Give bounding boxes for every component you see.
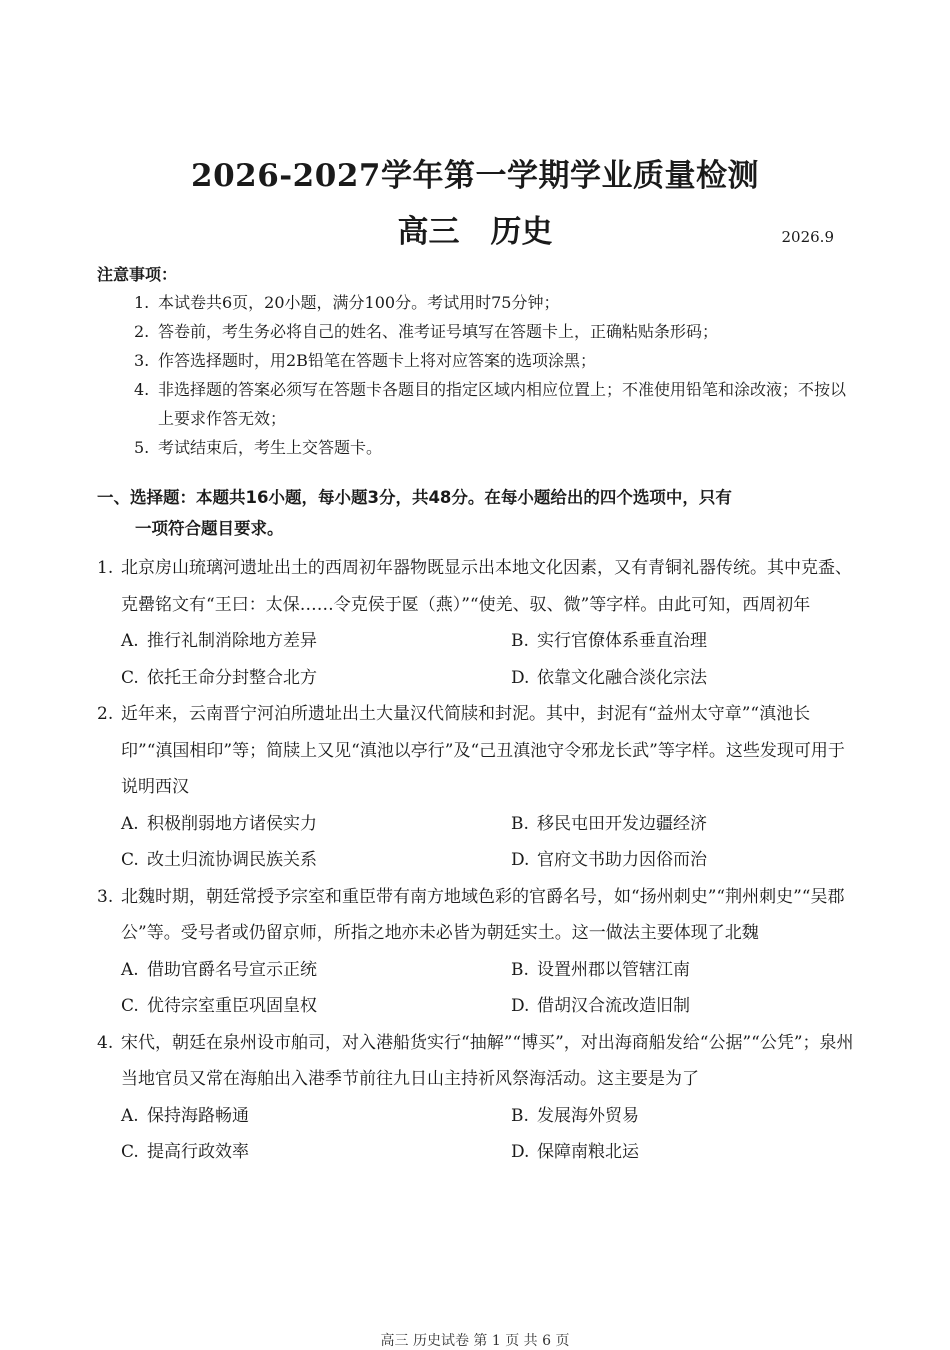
option-a (121, 806, 511, 843)
question-text: 北京房山琉璃河遗址出土的西周初年器物既显示出本地文化因素，又有青铜礼器传统。其中克盉、克罍铭文有“王曰：太保……令克侯于匽（燕）”“使羌、驭、微”等字样。由此可知，西周初年 (121, 558, 852, 615)
option-label: D. (511, 996, 530, 1016)
option-label: A. (121, 631, 139, 651)
question-number: 3. (97, 886, 114, 907)
notice-item (134, 433, 854, 462)
option-label: B. (511, 813, 529, 834)
question-list (97, 550, 857, 1171)
question-options (97, 806, 857, 879)
notice-item-text: 答卷前，考生务必将自己的姓名、准考证号填写在答题卡上，正确粘贴条形码； (158, 322, 719, 341)
option-text: 推行礼制消除地方差异 (147, 631, 317, 651)
notice-item (134, 317, 854, 346)
option-d (511, 842, 881, 879)
section-heading (97, 482, 857, 544)
question-options (97, 952, 857, 1025)
section-heading-line2: 一项符合题目要求。 (135, 519, 284, 538)
question-stem (97, 696, 857, 806)
option-label: D. (511, 850, 530, 870)
option-text: 改土归流协调民族关系 (147, 850, 317, 870)
notice-item (134, 346, 854, 375)
option-label: B. (511, 959, 529, 980)
option-text: 移民屯田开发边疆经济 (537, 813, 707, 834)
question (97, 879, 857, 1025)
option-c (121, 842, 511, 879)
option-text: 借胡汉合流改造旧制 (537, 996, 690, 1016)
notice-item-number: 5. (134, 438, 150, 457)
option-label: C. (121, 1142, 139, 1162)
option-label: A. (121, 813, 139, 834)
option-text: 发展海外贸易 (537, 1105, 639, 1126)
option-label: D. (511, 667, 530, 688)
option-label: D. (511, 1142, 530, 1162)
option-a (121, 1098, 511, 1135)
question-number: 1. (97, 558, 114, 578)
question-text: 北魏时期，朝廷常授予宗室和重臣带有南方地域色彩的官爵名号，如“扬州刺史”“荆州刺史”“吴郡公”等。受号者或仍留京师，所指之地亦未必皆为朝廷实土。这一做法主要体现了北魏 (121, 886, 845, 943)
option-b (511, 1098, 881, 1135)
option-b (511, 623, 881, 660)
option-d (511, 988, 881, 1025)
option-text: 优待宗室重臣巩固皇权 (147, 996, 317, 1016)
notice-list (134, 288, 854, 462)
question (97, 550, 857, 696)
option-text: 借助官爵名号宣示正统 (147, 959, 317, 980)
option-text: 积极削弱地方诸侯实力 (147, 813, 317, 834)
exam-title: 2026-2027学年第一学期学业质量检测 (191, 158, 759, 194)
option-b (511, 806, 881, 843)
option-label: B. (511, 631, 529, 651)
option-a (121, 623, 511, 660)
option-label: C. (121, 667, 139, 688)
notice-item-number: 2. (134, 322, 150, 341)
option-label: C. (121, 996, 139, 1016)
option-label: B. (511, 1105, 529, 1126)
option-text: 保持海路畅通 (147, 1105, 249, 1126)
notice-item-number: 3. (134, 351, 150, 370)
option-text: 提高行政效率 (147, 1142, 249, 1162)
notice-item-text: 考试结束后，考生上交答题卡。 (158, 438, 383, 457)
exam-date: 2026.9 (781, 228, 834, 246)
notice-item-text: 作答选择题时，用2B铅笔在答题卡上将对应答案的选项涂黑； (158, 351, 596, 370)
option-c (121, 988, 511, 1025)
notice-heading: 注意事项： (97, 265, 178, 284)
option-d (511, 660, 881, 697)
page-footer: 高三 历史试卷 第 1 页 共 6 页 (380, 1333, 570, 1349)
option-c (121, 660, 511, 697)
exam-subtitle: 高三 历史 (397, 214, 553, 250)
notice-item-number: 1. (134, 293, 150, 312)
question-text: 宋代，朝廷在泉州设市舶司，对入港船货实行“抽解”“博买”，对出海商船发给“公据”“公凭”；泉州当地官员又常在海舶出入港季节前往九日山主持祈风祭海活动。这主要是为了 (121, 1032, 854, 1089)
option-label: A. (121, 1105, 139, 1126)
notice-item (134, 375, 854, 433)
option-a (121, 952, 511, 989)
question-options (97, 1098, 857, 1171)
question-stem (97, 1025, 857, 1098)
question (97, 1025, 857, 1171)
option-c (121, 1134, 511, 1171)
option-text: 实行官僚体系垂直治理 (537, 631, 707, 651)
notice-item-number: 4. (134, 380, 150, 399)
option-text: 依靠文化融合淡化宗法 (537, 667, 707, 688)
question-number: 2. (97, 704, 114, 724)
question-stem (97, 879, 857, 952)
option-text: 设置州郡以管辖江南 (537, 959, 690, 980)
option-label: C. (121, 850, 139, 870)
notice-item (134, 288, 854, 317)
question-number: 4. (97, 1032, 114, 1053)
option-text: 依托王命分封整合北方 (147, 667, 317, 688)
option-text: 保障南粮北运 (537, 1142, 639, 1162)
question-text: 近年来，云南晋宁河泊所遗址出土大量汉代简牍和封泥。其中，封泥有“益州太守章”“滇池长印”“滇国相印”等；简牍上又见“滇池以亭行”及“己丑滇池守令邪龙长武”等字样。这些发现可用于说明西汉 (121, 704, 845, 797)
option-d (511, 1134, 881, 1171)
question-stem (97, 550, 857, 623)
option-text: 官府文书助力因俗而治 (537, 850, 707, 870)
notice-item-text: 本试卷共6页，20小题，满分100分。考试用时75分钟； (158, 293, 560, 312)
question-options (97, 623, 857, 696)
section-heading-line1: 一、选择题：本题共16小题，每小题3分，共48分。在每小题给出的四个选项中，只有 (97, 488, 732, 507)
option-b (511, 952, 881, 989)
option-label: A. (121, 959, 139, 980)
notice-item-text: 非选择题的答案必须写在答题卡各题目的指定区域内相应位置上；不准使用铅笔和涂改液；不按以上要求作答无效； (158, 380, 847, 428)
question (97, 696, 857, 879)
